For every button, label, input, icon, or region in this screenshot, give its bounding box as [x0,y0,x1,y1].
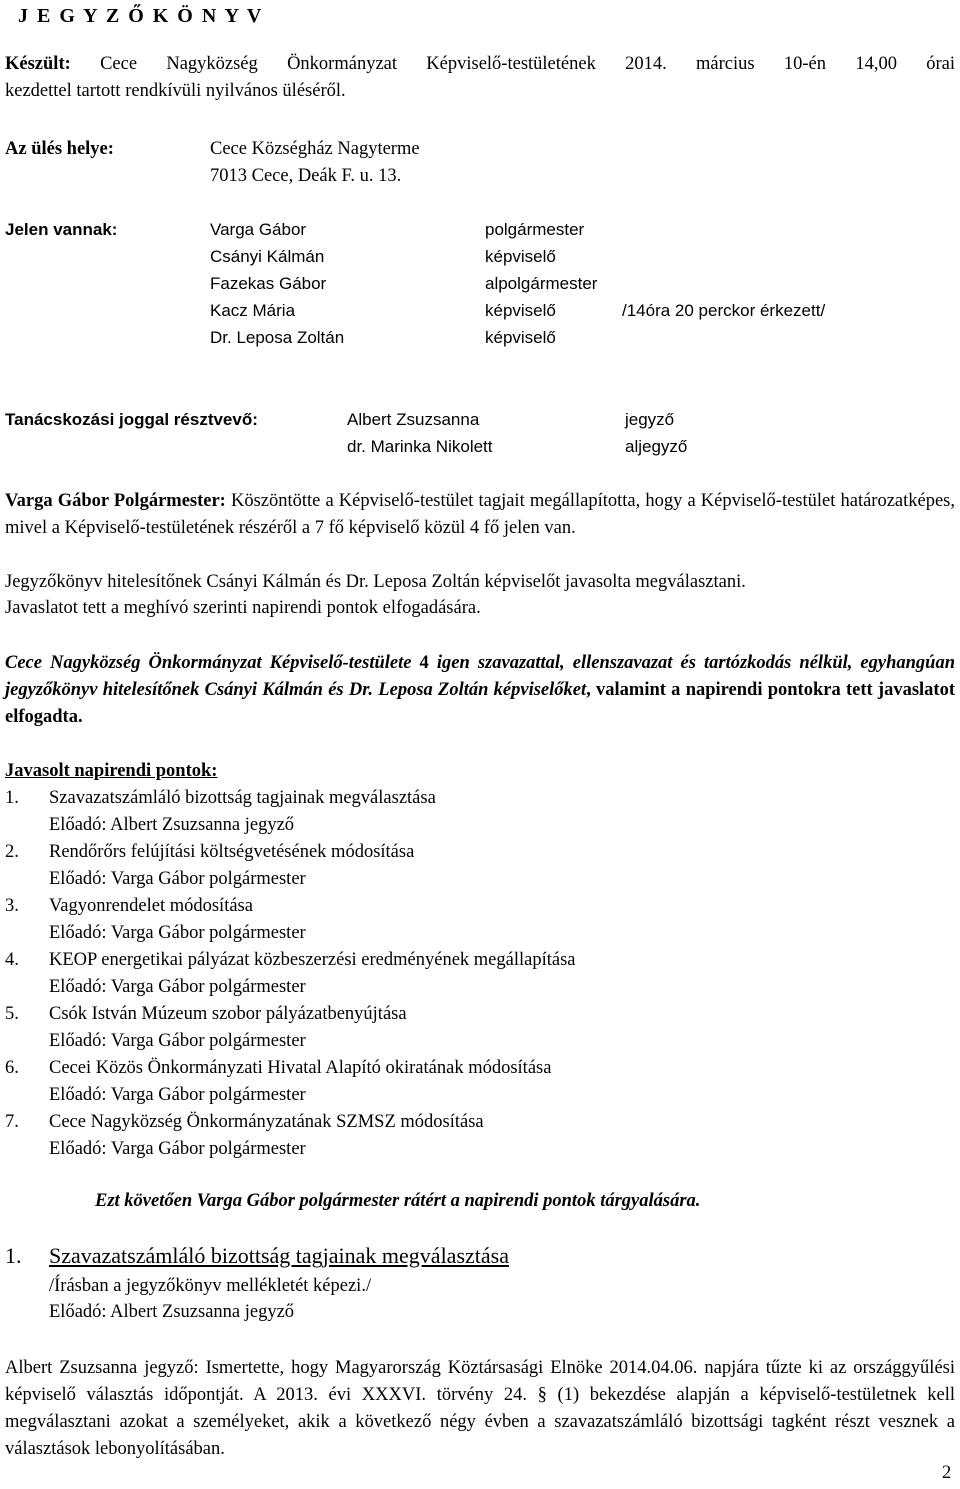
agenda-item-title: KEOP energetikai pályázat közbeszerzési eredményének megállapítása [49,950,576,970]
present-member-role: képviselő [485,247,556,266]
opening-line2: Jegyzőkönyv hitelesítőnek Csányi Kálmán és Dr. Leposa Zoltán képviselőt javasolta megválasztani. [5,572,746,592]
present-member-name: Kacz Mária [210,301,296,320]
opening-paragraph [5,488,955,542]
agenda-item-title: Vagyonrendelet módosítása [49,896,253,916]
section1-presenter: Előadó: Albert Zsuzsanna jegyző [49,1302,295,1322]
opening-line3: Javaslatot tett a meghívó szerinti napirendi pontok elfogadására. [5,598,481,618]
venue-line2: 7013 Cece, Deák F. u. 13. [210,166,402,186]
agenda-item-number: 3. [5,896,19,916]
present-member-note: /14óra 20 perckor érkezett/ [622,301,826,320]
agenda-item-number: 2. [5,842,19,862]
agenda-item-presenter: Előadó: Varga Gábor polgármester [49,869,306,889]
present-member-name: Fazekas Gábor [210,274,327,293]
agenda-heading: Javasolt napirendi pontok: [5,761,218,781]
keszult-label: Készült: [5,54,71,74]
resolution-paragraph [5,650,955,731]
agenda-item-presenter: Előadó: Varga Gábor polgármester [49,1031,306,1051]
agenda-item-presenter: Előadó: Varga Gábor polgármester [49,1085,306,1105]
present-member-role: polgármester [485,220,585,239]
agenda-item-number: 4. [5,950,19,970]
resolution-part1: Cece Nagyközség Önkormányzat Képviselő-testülete [5,653,412,673]
agenda-item-presenter: Előadó: Varga Gábor polgármester [49,977,306,997]
present-member-name: Varga Gábor [210,220,307,239]
resolution-vote-count: 4 [411,653,437,673]
agenda-item-title: Rendőrőrs felújítási költségvetésének módosítása [49,842,415,862]
document-title: J E G Y Z Ő K Ö N Y V [18,5,264,27]
agenda-item-number: 1. [5,788,19,808]
venue-label: Az ülés helye: [5,139,114,159]
transition-text: Ezt követően Varga Gábor polgármester rátért a napirendi pontok tárgyalására. [95,1191,701,1211]
keszult-text: Cece Nagyközség Önkormányzat Képviselő-testületének 2014. március 10-én 14,00 órai [100,54,955,74]
keszult-line2: kezdettel tartott rendkívüli nyilvános üléséről. [5,81,346,101]
present-member-name: Dr. Leposa Zoltán [210,328,345,347]
agenda-item-presenter: Előadó: Albert Zsuzsanna jegyző [49,815,295,835]
present-member-name: Csányi Kálmán [210,247,325,266]
opening-speaker: Varga Gábor Polgármester: [5,491,226,511]
agenda-item-title: Cecei Közös Önkormányzati Hivatal Alapító okiratának módosítása [49,1058,552,1078]
section1-attachment: /Írásban a jegyzőkönyv mellékletét képezi./ [49,1276,372,1296]
agenda-item-presenter: Előadó: Varga Gábor polgármester [49,923,306,943]
agenda-item-number: 5. [5,1004,19,1024]
agenda-item-number: 6. [5,1058,19,1078]
resolution-rest: , valamint a napirendi pontokra tett javaslatot elfogadta. [5,680,955,727]
advisory-member-role: aljegyző [625,437,688,456]
advisory-member-name: dr. Marinka Nikolett [347,437,493,456]
resolution-part2: igen szavazattal, ellenszavazat és tartózkodás nélkül, egyhangúan jegyzőkönyv hitelesítőnek Csányi Kálmán és Dr. Leposa Zoltán képviselőket [5,653,956,700]
opening-text: Köszöntötte a Képviselő-testület tagjait megállapította, hogy a Képviselő-testület határozatképes, mivel a Képviselő-testületének részéről a 7 fő képviselő közül 4 fő jelen van. [5,491,956,538]
section1-number: 1. [5,1243,22,1268]
agenda-item-number: 7. [5,1112,19,1132]
present-label: Jelen vannak: [5,220,118,239]
agenda-item-title: Cece Nagyközség Önkormányzatának SZMSZ módosítása [49,1112,484,1132]
present-member-role: képviselő [485,301,556,320]
venue-line1: Cece Községház Nagyterme [210,139,420,159]
agenda-item-title: Szavazatszámláló bizottság tagjainak megválasztása [49,788,436,808]
section1-title: Szavazatszámláló bizottság tagjainak megválasztása [49,1243,509,1268]
page-number: 2 [942,1463,952,1483]
section1-body: Albert Zsuzsanna jegyző: Ismertette, hogy Magyarország Köztársasági Elnöke 2014.04.06. napjára tűzte ki az országgyűlési képviselő választás időpontját. A 2013. évi XXXVI. törvény 24. § (1) bekezdése alapján a képviselő-testületnek kell megválasztani azokat a személyeket, akik a következő négy évben a szavazatszámláló bizottsági tagként részt vesznek a választások lebonyolításában. [5,1358,955,1459]
advisory-label: Tanácskozási joggal résztvevő: [5,410,258,429]
agenda-item-presenter: Előadó: Varga Gábor polgármester [49,1139,306,1159]
present-member-role: képviselő [485,328,556,347]
advisory-member-role: jegyző [625,410,675,429]
keszult-line1 [5,51,955,78]
present-member-role: alpolgármester [485,274,598,293]
agenda-item-title: Csók István Múzeum szobor pályázatbenyújtása [49,1004,407,1024]
advisory-member-name: Albert Zsuzsanna [347,410,480,429]
